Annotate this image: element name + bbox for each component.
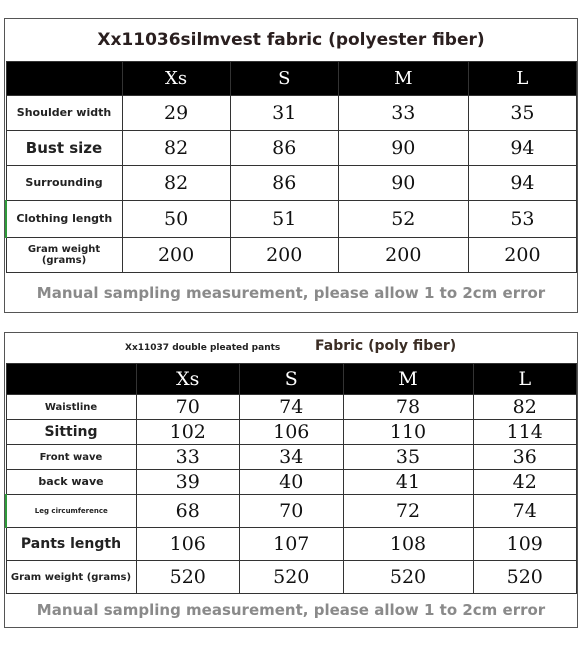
- cell-value: 35: [468, 96, 576, 131]
- cell-value: 520: [343, 561, 473, 594]
- table-row: [6, 420, 577, 445]
- row-label: back wave: [6, 470, 136, 495]
- pants-table-title: [5, 333, 577, 363]
- table-row: [6, 395, 577, 420]
- pants-model-title: Xx11037 double pleated pants: [125, 343, 281, 353]
- cell-value: 200: [338, 238, 468, 273]
- cell-value: 50: [122, 201, 230, 238]
- row-label: Pants length: [6, 528, 136, 561]
- cell-value: 520: [136, 561, 240, 594]
- size-header-xs: Xs: [136, 364, 240, 395]
- row-label: Surrounding: [6, 166, 122, 201]
- table-row: [6, 131, 577, 166]
- cell-value: 200: [122, 238, 230, 273]
- size-header-s: S: [240, 364, 344, 395]
- size-header-xs: Xs: [122, 62, 230, 96]
- cell-value: 107: [240, 528, 344, 561]
- vest-table-title: Xx11036silmvest fabric (polyester fiber): [97, 30, 485, 50]
- cell-value: 82: [122, 166, 230, 201]
- table-row: [6, 201, 577, 238]
- cell-value: 86: [230, 131, 338, 166]
- cell-value: 520: [473, 561, 577, 594]
- table-row: [6, 445, 577, 470]
- cell-value: 72: [343, 495, 473, 528]
- cell-value: 29: [122, 96, 230, 131]
- row-label: Bust size: [6, 131, 122, 166]
- table-row: [6, 238, 577, 273]
- cell-value: 94: [468, 166, 576, 201]
- cell-value: 109: [473, 528, 577, 561]
- table-row: [6, 528, 577, 561]
- size-header-s: S: [230, 62, 338, 96]
- cell-value: 106: [240, 420, 344, 445]
- cell-value: 200: [230, 238, 338, 273]
- cell-value: 82: [473, 395, 577, 420]
- row-label: Gram weight (grams): [6, 238, 122, 273]
- pants-fabric-title: Fabric (poly fiber): [315, 338, 457, 354]
- header-corner: [6, 364, 136, 395]
- cell-value: 52: [338, 201, 468, 238]
- cell-value: 200: [468, 238, 576, 273]
- measurement-note: Manual sampling measurement, please allow 1 to 2cm error: [36, 284, 546, 302]
- row-label: Shoulder width: [6, 96, 122, 131]
- size-header-row: [6, 364, 577, 395]
- cell-value: 36: [473, 445, 577, 470]
- cell-value: 82: [122, 131, 230, 166]
- cell-value: 33: [338, 96, 468, 131]
- table-row: [6, 166, 577, 201]
- row-label: Front wave: [6, 445, 136, 470]
- cell-value: 106: [136, 528, 240, 561]
- cell-value: 102: [136, 420, 240, 445]
- size-header-m: M: [343, 364, 473, 395]
- cell-value: 70: [240, 495, 344, 528]
- cell-value: 39: [136, 470, 240, 495]
- cell-value: 68: [136, 495, 240, 528]
- table-row: [6, 561, 577, 594]
- row-label: Gram weight (grams): [6, 561, 136, 594]
- vest-size-panel: [4, 18, 578, 313]
- cell-value: 41: [343, 470, 473, 495]
- pants-size-table: [5, 363, 577, 594]
- measurement-note: Manual sampling measurement, please allow 1 to 2cm error: [36, 601, 546, 619]
- cell-value: 40: [240, 470, 344, 495]
- pants-size-panel: [4, 332, 578, 628]
- cell-value: 33: [136, 445, 240, 470]
- size-header-m: M: [338, 62, 468, 96]
- cell-value: 74: [473, 495, 577, 528]
- row-label: Leg circumference: [6, 495, 136, 528]
- cell-value: 90: [338, 131, 468, 166]
- cell-value: 78: [343, 395, 473, 420]
- table-row: [6, 96, 577, 131]
- cell-value: 51: [230, 201, 338, 238]
- cell-value: 34: [240, 445, 344, 470]
- cell-value: 53: [468, 201, 576, 238]
- size-header-l: L: [473, 364, 577, 395]
- cell-value: 90: [338, 166, 468, 201]
- row-label: Waistline: [6, 395, 136, 420]
- cell-value: 108: [343, 528, 473, 561]
- table-row: [6, 495, 577, 528]
- cell-value: 520: [240, 561, 344, 594]
- vest-size-table: [5, 61, 577, 273]
- cell-value: 110: [343, 420, 473, 445]
- cell-value: 74: [240, 395, 344, 420]
- cell-value: 70: [136, 395, 240, 420]
- header-corner: [6, 62, 122, 96]
- size-header-l: L: [468, 62, 576, 96]
- cell-value: 42: [473, 470, 577, 495]
- size-header-row: [6, 62, 577, 96]
- row-label: Sitting: [6, 420, 136, 445]
- cell-value: 35: [343, 445, 473, 470]
- cell-value: 94: [468, 131, 576, 166]
- cell-value: 31: [230, 96, 338, 131]
- cell-value: 114: [473, 420, 577, 445]
- table-row: [6, 470, 577, 495]
- cell-value: 86: [230, 166, 338, 201]
- row-label: Clothing length: [6, 201, 122, 238]
